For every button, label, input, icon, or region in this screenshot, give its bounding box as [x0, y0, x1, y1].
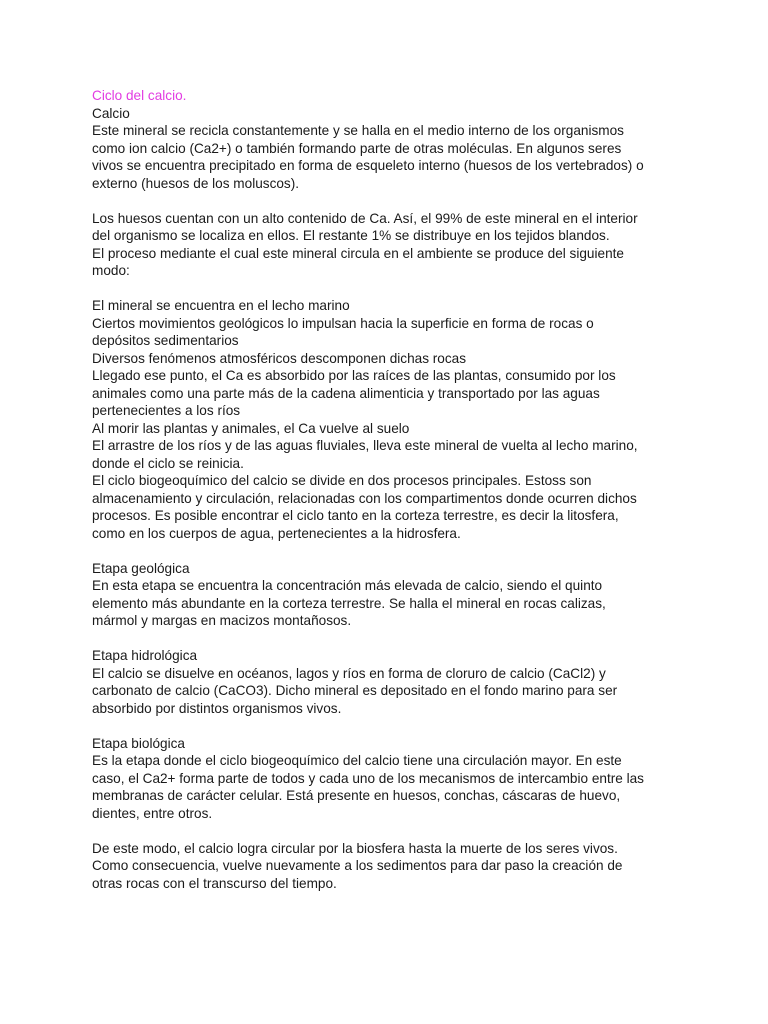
- text-line: El arrastre de los ríos y de las aguas fluviales, lleva este mineral de vuelta al lecho marino,: [92, 438, 638, 453]
- text-line: pertenecientes a los ríos: [92, 403, 241, 418]
- text-line: modo:: [92, 263, 130, 278]
- document-title: Ciclo del calcio.: [92, 88, 187, 103]
- section-biologica: [92, 735, 682, 823]
- section-geologica: [92, 560, 682, 630]
- paragraph-spacer: [92, 822, 682, 840]
- section-heading-geologica: Etapa geológica: [92, 560, 190, 576]
- document-body: [92, 87, 682, 892]
- text-line: caso, el Ca2+ forma parte de todos y cada uno de los mecanismos de intercambio entre las: [92, 770, 644, 786]
- text-line: El calcio se disuelve en océanos, lagos y ríos en forma de cloruro de calcio (CaCl2) y: [92, 665, 606, 681]
- text-line: mármol y margas en macizos montañosos.: [92, 613, 352, 628]
- text-line: procesos. Es posible encontrar el ciclo tanto en la corteza terrestre, es decir la litosfera,: [92, 508, 619, 523]
- section-heading-calcio: Calcio: [92, 105, 130, 121]
- text-line: animales como una parte más de la cadena alimenticia y transportado por las aguas: [92, 385, 600, 401]
- paragraph-intro: [92, 122, 682, 192]
- text-line: En esta etapa se encuentra la concentración más elevada de calcio, siendo el quinto: [92, 578, 603, 593]
- text-line: Este mineral se recicla constantemente y se halla en el medio interno de los organismos: [92, 123, 624, 138]
- text-line: depósitos sedimentarios: [92, 333, 239, 348]
- text-line: externo (huesos de los moluscos).: [92, 175, 300, 191]
- text-line: dientes, entre otros.: [92, 805, 213, 821]
- text-line: donde el ciclo se reinicia.: [92, 455, 244, 471]
- text-line: elemento más abundante en la corteza terrestre. Se halla el mineral en rocas calizas,: [92, 595, 606, 611]
- text-line: Llegado ese punto, el Ca es absorbido por las raíces de las plantas, consumido por los: [92, 368, 616, 383]
- text-line: El mineral se encuentra en el lecho marino: [92, 298, 350, 313]
- text-line: Los huesos cuentan con un alto contenido de Ca. Así, el 99% de este mineral en el interior: [92, 210, 638, 226]
- text-line: El ciclo biogeoquímico del calcio se divide en dos procesos principales. Estoss son: [92, 473, 592, 488]
- text-line: Al morir las plantas y animales, el Ca vuelve al suelo: [92, 420, 410, 436]
- section-hidrologica: [92, 647, 682, 717]
- section-heading-biologica: Etapa biológica: [92, 735, 185, 751]
- paragraph-spacer: [92, 192, 682, 210]
- text-line: membranas de carácter celular. Está presente en huesos, conchas, cáscaras de huevo,: [92, 788, 621, 803]
- section-heading-hidrologica: Etapa hidrológica: [92, 648, 198, 663]
- text-line: absorbido por distintos organismos vivos.: [92, 700, 342, 716]
- paragraph-conclusion: [92, 840, 682, 893]
- text-line: como ion calcio (Ca2+) o también formando parte de otras moléculas. En algunos seres: [92, 140, 622, 156]
- text-line: carbonato de calcio (CaCO3). Dicho mineral es depositado en el fondo marino para ser: [92, 683, 618, 698]
- text-line: De este modo, el calcio logra circular por la biosfera hasta la muerte de los seres vivos.: [92, 840, 618, 856]
- paragraph-proceso: [92, 297, 682, 542]
- paragraph-spacer: [92, 280, 682, 298]
- text-line: del organismo se localiza en ellos. El restante 1% se distribuye en los tejidos blandos.: [92, 228, 610, 243]
- text-line: como en los cuerpos de agua, pertenecientes a la hidrosfera.: [92, 525, 461, 541]
- paragraph-spacer: [92, 630, 682, 648]
- paragraph-spacer: [92, 717, 682, 735]
- text-line: vivos se encuentra precipitado en forma de esqueleto interno (huesos de los vertebrados) o: [92, 158, 644, 173]
- text-line: otras rocas con el transcurso del tiempo.: [92, 875, 337, 891]
- text-line: El proceso mediante el cual este mineral circula en el ambiente se produce del siguiente: [92, 245, 624, 261]
- text-line: Diversos fenómenos atmosféricos descomponen dichas rocas: [92, 350, 467, 366]
- text-line: almacenamiento y circulación, relacionadas con los compartimentos donde ocurren dichos: [92, 490, 637, 506]
- paragraph-spacer: [92, 542, 682, 560]
- text-line: Ciertos movimientos geológicos lo impulsan hacia la superficie en forma de rocas o: [92, 315, 594, 331]
- paragraph-huesos: [92, 210, 682, 280]
- text-line: Como consecuencia, vuelve nuevamente a los sedimentos para dar paso la creación de: [92, 858, 623, 873]
- text-line: Es la etapa donde el ciclo biogeoquímico del calcio tiene una circulación mayor. En este: [92, 753, 622, 768]
